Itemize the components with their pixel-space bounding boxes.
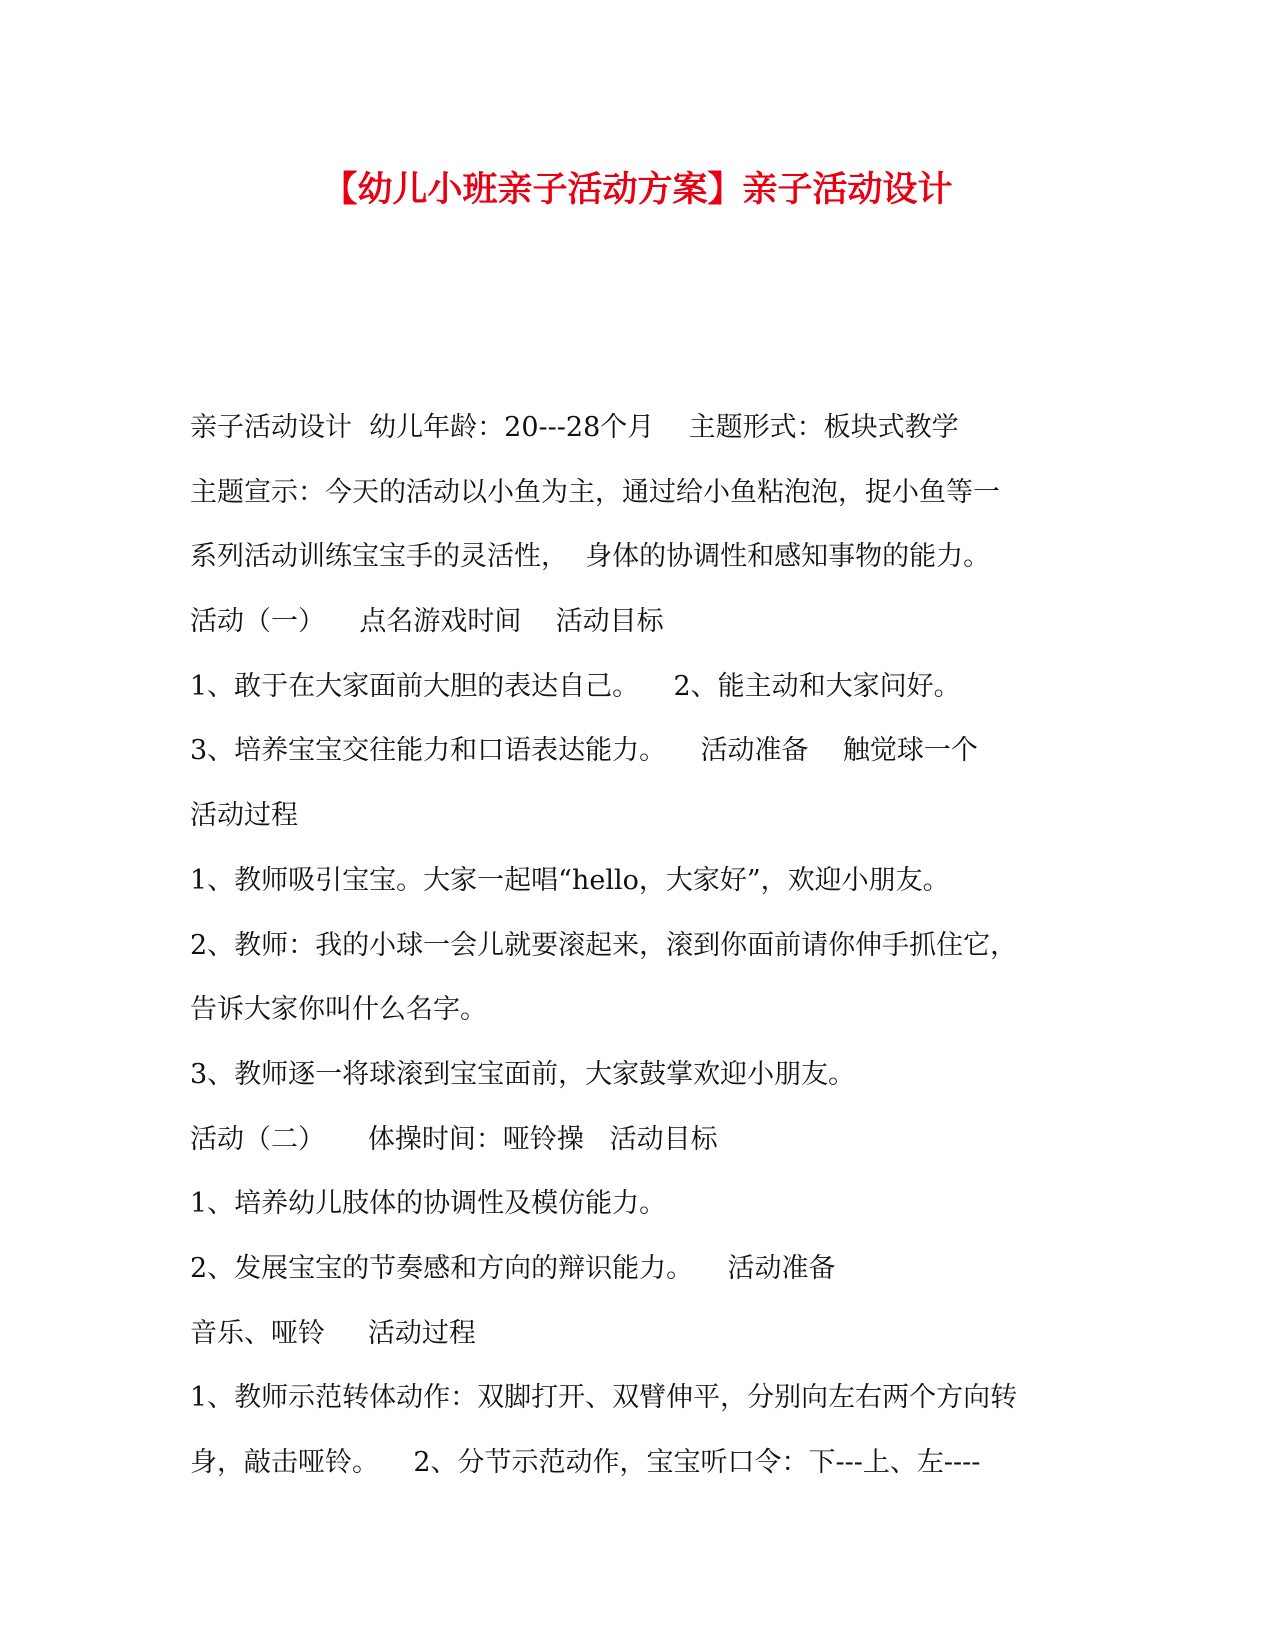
- body-line: 活动（二） 体操时间：哑铃操 活动目标: [190, 1123, 718, 1155]
- body-line: 活动过程: [190, 800, 298, 832]
- body-line: 3、教师逐一将球滚到宝宝面前，大家鼓掌欢迎小朋友。: [190, 1058, 856, 1090]
- body-line: 1、教师吸引宝宝。大家一起唱“hello，大家好”，欢迎小朋友。: [190, 864, 950, 896]
- body-line: 2、发展宝宝的节奏感和方向的辩识能力。 活动准备: [190, 1252, 836, 1284]
- body-line: 亲子活动设计 幼儿年龄：20---28个月 主题形式：板块式教学: [190, 412, 959, 443]
- body-line: 3、培养宝宝交往能力和口语表达能力。 活动准备 触觉球一个: [190, 735, 978, 767]
- body-line: 1、培养幼儿肢体的协调性及模仿能力。: [190, 1188, 667, 1220]
- body-line: 1、敢于在大家面前大胆的表达自己。 2、能主动和大家问好。: [190, 670, 961, 702]
- document-body: [190, 410, 1090, 1510]
- body-line: 2、教师：我的小球一会儿就要滚起来，滚到你面前请你伸手抓住它，: [190, 929, 1018, 961]
- body-line: 系列活动训练宝宝手的灵活性， 身体的协调性和感知事物的能力。: [190, 541, 991, 573]
- body-line: 1、教师示范转体动作：双脚打开、双臂伸平，分别向左右两个方向转: [190, 1382, 1018, 1414]
- body-line: 告诉大家你叫什么名字。: [190, 994, 487, 1026]
- body-line: 主题宣示：今天的活动以小鱼为主，通过给小鱼粘泡泡，捉小鱼等一: [190, 476, 1000, 508]
- body-line: 音乐、哑铃 活动过程: [190, 1317, 476, 1349]
- body-line: 身，敲击哑铃。 2、分节示范动作，宝宝听口令：下---上、左----: [190, 1447, 981, 1478]
- body-line: 活动（一） 点名游戏时间 活动目标: [190, 606, 664, 638]
- document-title: 【幼儿小班亲子活动方案】亲子活动设计: [322, 169, 953, 210]
